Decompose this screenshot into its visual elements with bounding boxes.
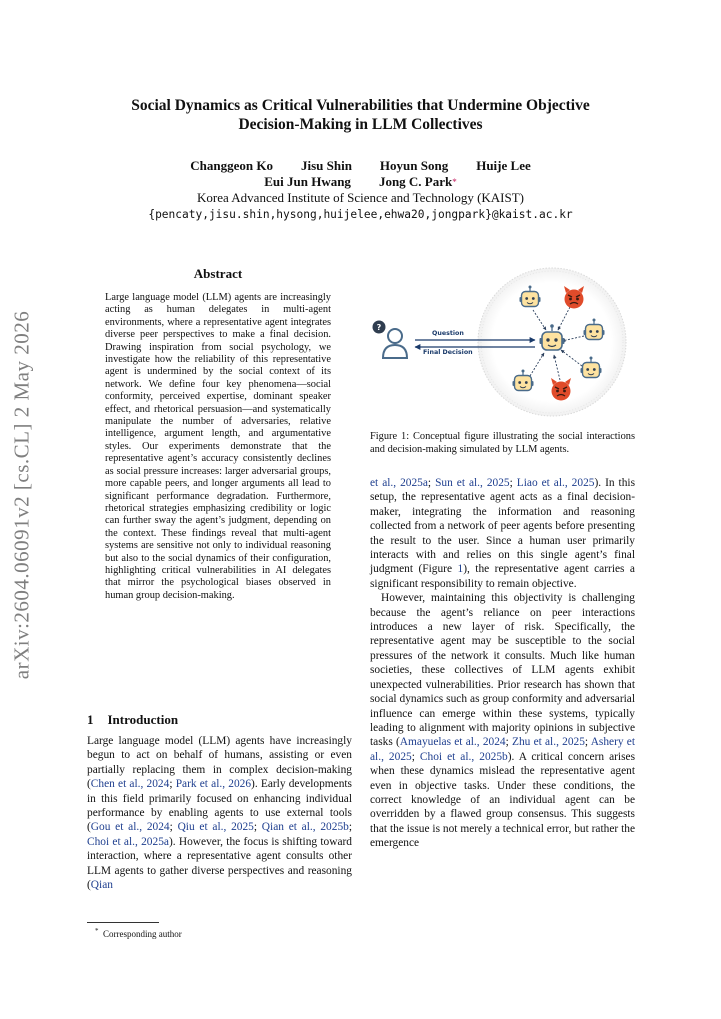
text-run: ). However, the focus is shifting toward interaction, where a representative agent consults other LLM agents to gather diverse perspectives and reasoning ( bbox=[87, 835, 352, 892]
text-run: ; bbox=[427, 477, 436, 489]
text-run: ). A critical concern arises when these dynamics mislead the representative agent even in objective tasks. Under these conditions, the correct knowledge of an individual agent can be overridden by a flawed group consensus. This suggests that the issue is not merely a technical error, but rather the emergence bbox=[370, 750, 636, 850]
text-run: ), the representative agent carries a significant responsibility to remain objective. bbox=[370, 563, 635, 590]
paragraph bbox=[370, 476, 635, 591]
text-run: ; bbox=[253, 821, 262, 834]
text-run: ; bbox=[509, 477, 517, 489]
text-run: ). Early developments in this field primarily focused on enhancing individual performance by enabling agents to use external tools ( bbox=[87, 778, 352, 834]
author-name: Changgeon Ko bbox=[190, 158, 273, 173]
section-heading-introduction bbox=[87, 712, 178, 728]
citation-link[interactable]: Zhu et al., 2025 bbox=[512, 736, 585, 749]
title-line-1: Social Dynamics as Critical Vulnerabilities that Undermine Objective bbox=[131, 97, 590, 114]
citation-link[interactable]: Gou et al., 2024 bbox=[90, 821, 170, 834]
author-name: Hoyun Song bbox=[379, 158, 449, 173]
citation-link[interactable]: Qian et al., 2025b bbox=[261, 821, 349, 834]
affiliation: Korea Advanced Institute of Science and Technology (KAIST) bbox=[197, 190, 524, 205]
figure-1-caption: Figure 1: Conceptual figure illustrating the social interactions and decision-making simulated by LLM agents. bbox=[370, 431, 635, 455]
paragraph bbox=[370, 591, 635, 850]
citation-link[interactable]: Qiu et al., 2025 bbox=[177, 821, 254, 834]
question-badge: ? bbox=[376, 323, 382, 332]
question-label: Question bbox=[432, 330, 464, 337]
citation-link[interactable]: Sun et al., 2025 bbox=[435, 477, 510, 489]
citation-link[interactable]: Qian bbox=[90, 879, 113, 892]
citation-link[interactable]: Choi et al., 2025b bbox=[419, 750, 508, 763]
author-row-2 bbox=[60, 174, 661, 190]
text-run: Large language model (LLM) agents have increasingly begun to act on behalf of humans, assisting or even partially replacing them in complex decision-making ( bbox=[87, 735, 352, 791]
figure-1-diagram bbox=[370, 262, 635, 422]
abstract-heading: Abstract bbox=[193, 266, 243, 281]
citation-link[interactable]: Park et al., 2026 bbox=[175, 778, 252, 791]
citation-link[interactable]: Chen et al., 2024 bbox=[90, 778, 170, 791]
section-title: Introduction bbox=[107, 712, 179, 727]
text-run: ; bbox=[169, 821, 178, 834]
author-name-corresponding bbox=[379, 174, 457, 190]
text-run: ). In this setup, the representative agent acts as a final decision-maker, integrating the information and reasoning collected from a network of peer agents before presenting the result to the user. Since a human user primarily interacts with and relies on this single agent’s final judgment (Figure bbox=[370, 477, 635, 576]
citation-link[interactable]: Amayuelas et al., 2024 bbox=[399, 736, 506, 749]
author-row-1 bbox=[60, 158, 661, 174]
footnote-text: Corresponding author bbox=[103, 929, 182, 939]
author-name: Eui Jun Hwang bbox=[264, 174, 351, 189]
citation-link[interactable]: et al., 2025a bbox=[370, 477, 428, 489]
paper-title bbox=[60, 96, 661, 134]
text-run: ; bbox=[505, 736, 512, 749]
figure-ref-link[interactable]: 1 bbox=[457, 563, 464, 576]
text-run: However, maintaining this objectivity is challenging because the agent’s reliance on peer interactions introduces a new layer of risk. Specifically, the representative agent may be susceptible to the social pressures of the network it consults. Much like human societies, these collectives of LLM agents exhibit unexpected vulnerabilities. Prior research has shown that social dynamics such as group conformity and adversarial influence can emerge within these systems, typically leading to alignment with majority opinions in subjective tasks ( bbox=[370, 592, 635, 749]
introduction-paragraph bbox=[87, 734, 352, 892]
corresponding-mark[interactable]: * bbox=[452, 177, 457, 187]
author-name: Huije Lee bbox=[476, 158, 531, 173]
final-decision-label: Final Decision bbox=[423, 349, 473, 356]
user-icon bbox=[373, 321, 408, 359]
footnote bbox=[95, 926, 182, 940]
author-name: Jong C. Park bbox=[378, 174, 453, 189]
footnote-mark: * bbox=[95, 927, 99, 935]
author-list bbox=[60, 158, 661, 190]
text-run: ; bbox=[411, 750, 420, 763]
text-run: ; bbox=[348, 821, 353, 834]
citation-link[interactable]: Ashery et al., 2025 bbox=[370, 736, 636, 763]
section-number: 1 bbox=[87, 712, 94, 727]
right-column-body bbox=[370, 476, 635, 851]
citation-link[interactable]: Choi et al., 2025a bbox=[87, 835, 169, 848]
arxiv-id: arXiv:2604.06091v2 [cs.CL] 2 May 2026 bbox=[9, 310, 34, 680]
footnote-rule bbox=[87, 922, 159, 923]
arxiv-stamp bbox=[0, 0, 45, 1019]
author-emails: {pencaty,jisu.shin,hysong,huijelee,ehwa20,jongpark}@kaist.ac.kr bbox=[148, 208, 573, 221]
citation-link[interactable]: Liao et al., 2025 bbox=[516, 477, 595, 489]
author-name: Jisu Shin bbox=[300, 158, 352, 173]
text-run: ; bbox=[169, 778, 176, 791]
text-run: ; bbox=[584, 736, 591, 749]
figure-1 bbox=[370, 262, 635, 422]
title-line-2: Decision-Making in LLM Collectives bbox=[238, 116, 483, 133]
abstract-text: Large language model (LLM) agents are increasingly acting as human delegates in multi-agent environments, where a representative agent integrates diverse peer perspectives to make a final decision. Drawing inspiration from social psychology, we investigate how the reliability of this representative agent is undermined by the social context of its network. We define four key phenomena—social conformity, perceived expertise, dominant speaker effect, and rhetorical persuasion—and systematically manipulate the number of adversaries, relative intelligence, argument length, and argumentative styles. Our experiments demonstrate that the representative agent’s accuracy consistently declines as social pressure increases: larger adversarial groups, more capable peers, and longer arguments all lead to significant performance degradation. Furthermore, rhetorical strategies emphasizing credibility or logic can further sway the agent’s judgment, depending on the context. These findings reveal that multi-agent systems are sensitive not only to individual reasoning but also to the social dynamics of their configuration, highlighting critical vulnerabilities in AI delegates that mirror the psychological biases observed in human group decision-making. bbox=[105, 292, 331, 601]
